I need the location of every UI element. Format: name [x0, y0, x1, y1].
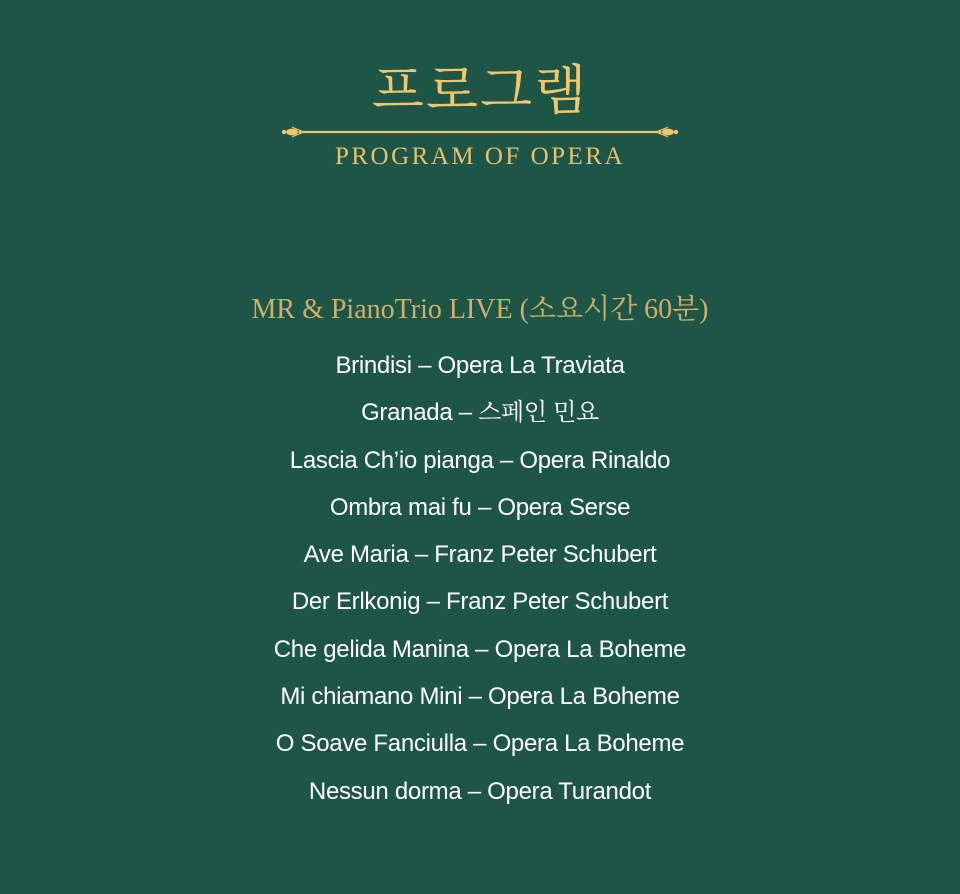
- section-heading: MR & PianoTrio LIVE (소요시간 60분): [251, 294, 709, 325]
- page-title: 프로그램: [371, 59, 589, 122]
- list-item: Brindisi – Opera La Traviata: [335, 352, 625, 379]
- list-item: Granada – 스페인 민요: [361, 399, 599, 427]
- program-list: [0, 342, 960, 815]
- list-item: O Soave Fanciulla – Opera La Boheme: [275, 730, 685, 758]
- list-item: Nessun dorma – Opera Turandot: [308, 777, 652, 805]
- ornamental-divider-icon: [280, 124, 680, 140]
- list-item: Lascia Ch’io pianga – Opera Rinaldo: [289, 446, 671, 474]
- list-item: Der Erlkonig – Franz Peter Schubert: [291, 588, 669, 616]
- page-subtitle: PROGRAM OF OPERA: [334, 143, 626, 170]
- list-item: Ombra mai fu – Opera Serse: [329, 493, 631, 521]
- list-item: Ave Maria – Franz Peter Schubert: [303, 541, 657, 569]
- list-item: Mi chiamano Mini – Opera La Boheme: [280, 683, 680, 711]
- list-item: Che gelida Manina – Opera La Boheme: [273, 635, 687, 663]
